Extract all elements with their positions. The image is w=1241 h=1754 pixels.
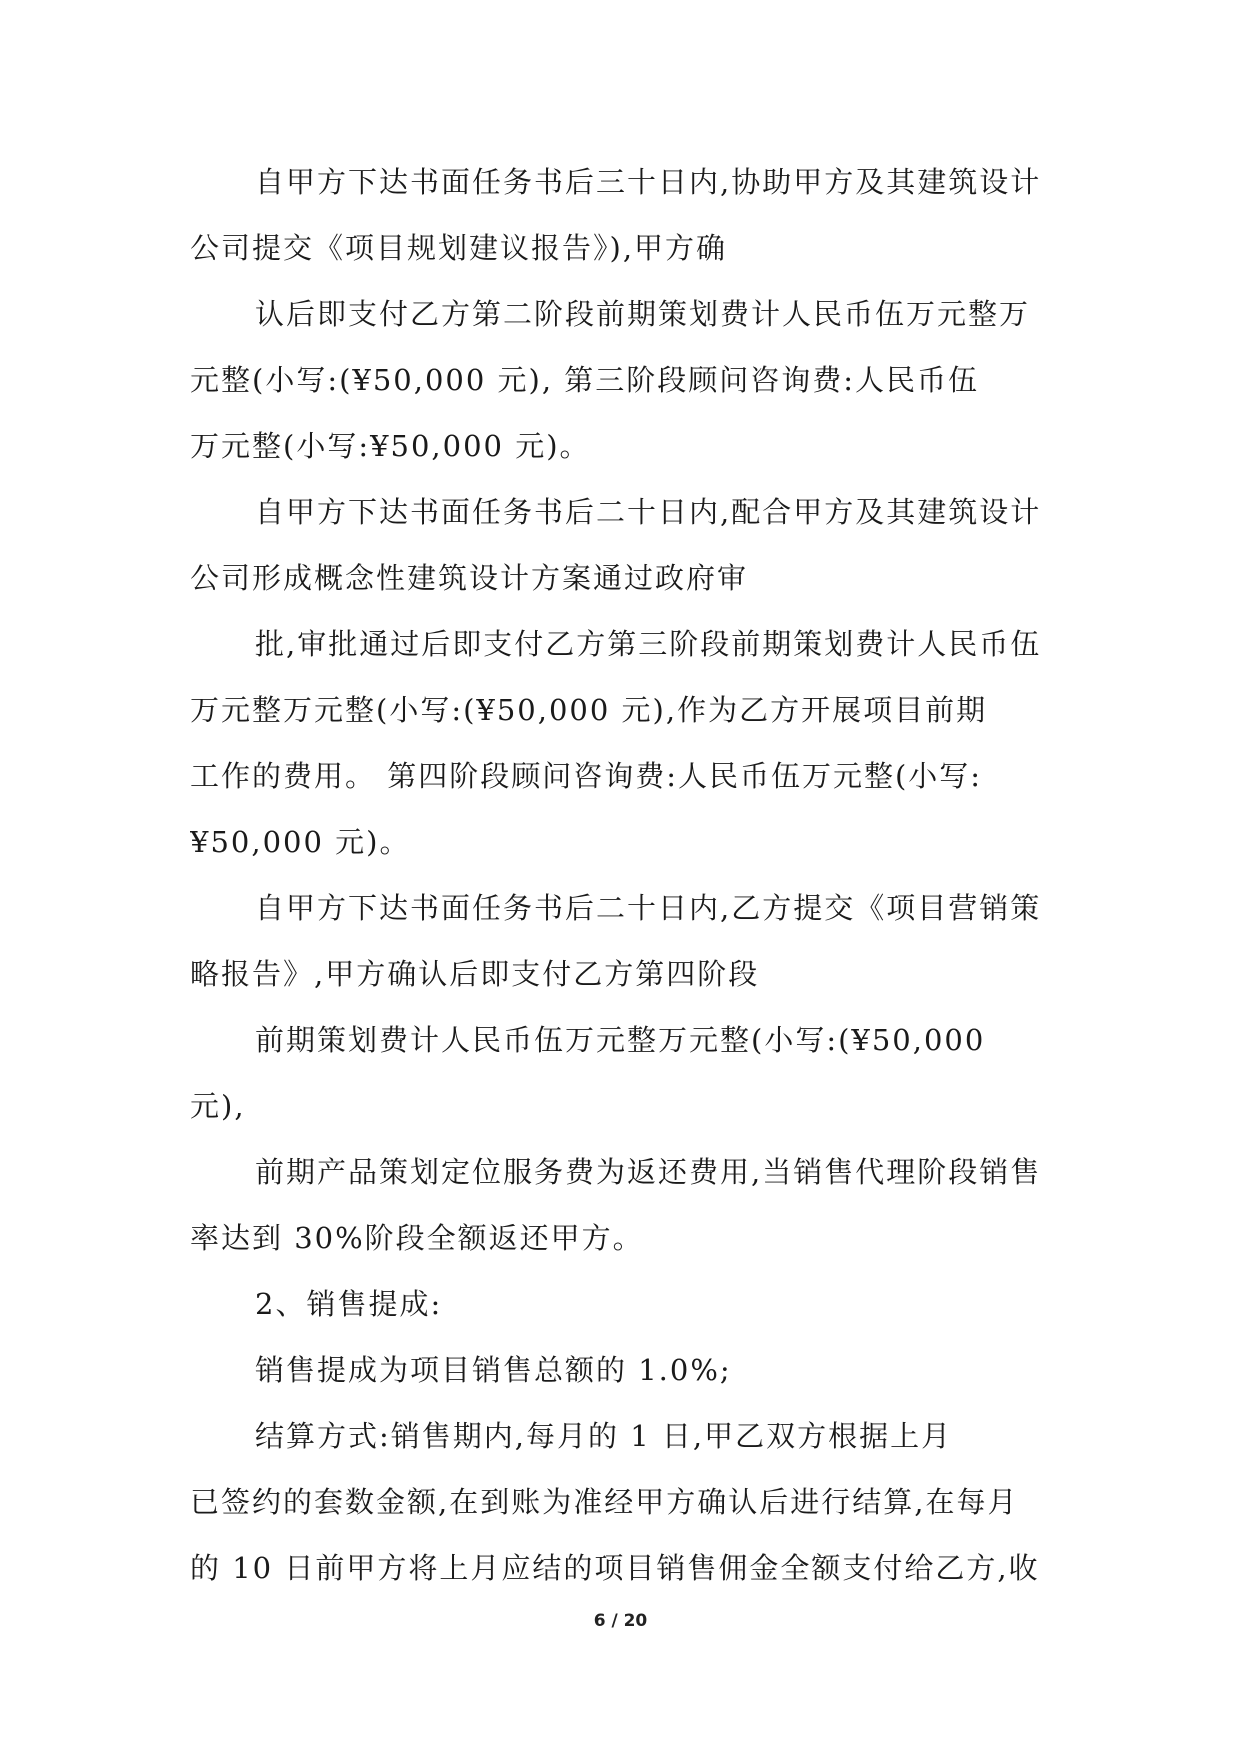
text-line: 公司提交《项目规划建议报告》),甲方确	[190, 231, 728, 265]
page-number: 6 / 20	[593, 1611, 648, 1631]
text-line: 万元整(小写:¥50,000 元)。	[190, 429, 591, 463]
text-line: 万元整万元整(小写:(¥50,000 元),作为乙方开展项目前期	[190, 693, 988, 727]
text-line: 批,审批通过后即支付乙方第三阶段前期策划费计人民币伍	[255, 627, 1042, 661]
text-line: 自甲方下达书面任务书后三十日内,协助甲方及其建筑设计	[255, 165, 1042, 199]
text-line: 自甲方下达书面任务书后二十日内,配合甲方及其建筑设计	[255, 495, 1042, 529]
text-line: 结算方式:销售期内,每月的 1 日,甲乙双方根据上月	[255, 1419, 953, 1453]
text-line: 2、销售提成:	[255, 1287, 443, 1321]
text-line: 元),	[190, 1089, 246, 1123]
text-line: 率达到 30%阶段全额返还甲方。	[190, 1221, 644, 1255]
text-line: 前期策划费计人民币伍万元整万元整(小写:(¥50,000	[255, 1023, 986, 1057]
text-line: 自甲方下达书面任务书后二十日内,乙方提交《项目营销策	[255, 891, 1042, 925]
text-line: ¥50,000 元)。	[190, 825, 411, 859]
text-line: 的 10 日前甲方将上月应结的项目销售佣金全额支付给乙方,收	[190, 1551, 1040, 1585]
text-line: 前期产品策划定位服务费为返还费用,当销售代理阶段销售	[255, 1155, 1042, 1189]
body-text	[190, 157, 1050, 1609]
text-line: 已签约的套数金额,在到账为准经甲方确认后进行结算,在每月	[190, 1485, 1019, 1519]
text-line: 略报告》,甲方确认后即支付乙方第四阶段	[190, 957, 760, 991]
text-line: 销售提成为项目销售总额的 1.0%;	[255, 1353, 732, 1387]
text-line: 工作的费用。 第四阶段顾问咨询费:人民币伍万元整(小写:	[190, 759, 983, 793]
text-line: 元整(小写:(¥50,000 元), 第三阶段顾问咨询费:人民币伍	[190, 363, 980, 397]
text-line: 认后即支付乙方第二阶段前期策划费计人民币伍万元整万	[255, 297, 1031, 331]
text-line: 公司形成概念性建筑设计方案通过政府审	[190, 561, 749, 595]
